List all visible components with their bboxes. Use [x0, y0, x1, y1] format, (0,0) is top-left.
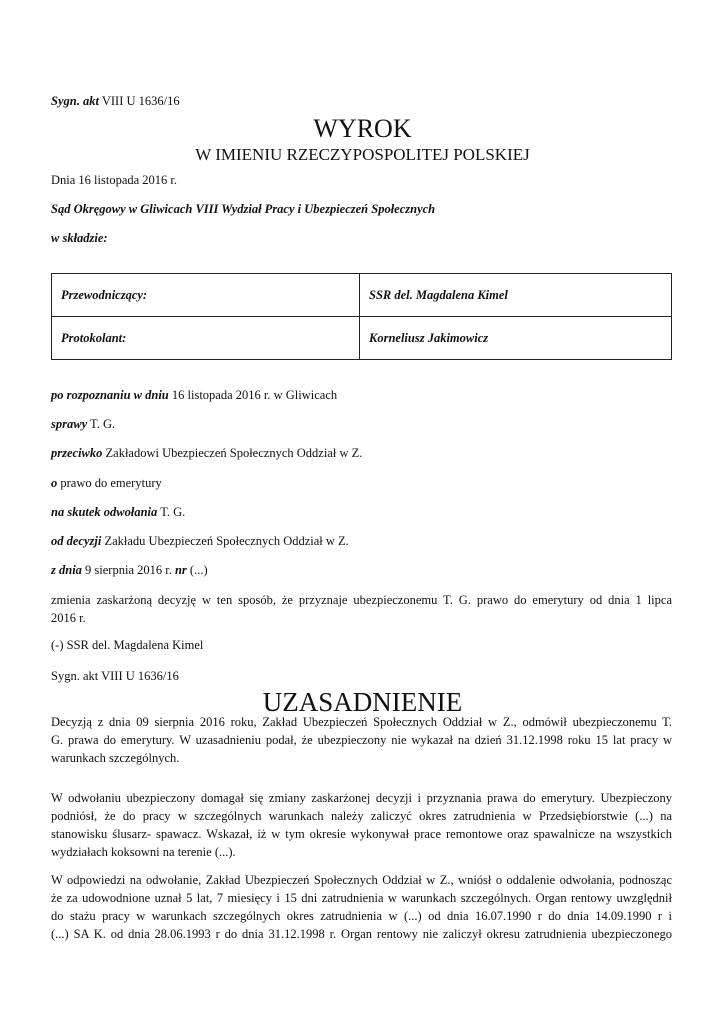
appeal-value: T. G.	[160, 505, 186, 519]
paragraph-line: Decyzją z dnia 09 sierpnia 2016 roku, Zakład Ubezpieczeń Społecznych Oddział w Z., odmówił ubezpieczonemu T.	[51, 715, 672, 729]
hearing-label: po rozpoznaniu w dniu	[51, 388, 169, 402]
justification-paragraph-1	[51, 713, 672, 767]
case-party-line	[51, 416, 115, 432]
appeal-line	[51, 504, 185, 520]
table-row	[52, 317, 672, 360]
case-number-repeat: Sygn. akt VIII U 1636/16	[51, 669, 179, 683]
hearing-line	[51, 387, 337, 403]
justification-paragraph-2	[51, 789, 672, 861]
case-number-value: VIII U 1636/16	[101, 94, 180, 108]
paragraph-line: stanowisku ślusarz- spawacz. Wskazał, iż w tym okresie wykonywał prace remontowe oraz spawalnicze na wszystkich	[51, 827, 672, 841]
case-number	[51, 93, 180, 109]
document-title: WYROK	[313, 114, 412, 143]
case-number-label: Sygn. akt	[51, 94, 99, 108]
court-name: Sąd Okręgowy w Gliwicach VIII Wydział Pracy i Ubezpieczeń Społecznych	[51, 202, 436, 216]
paragraph-line: W odpowiedzi na odwołanie, Zakład Ubezpieczeń Społecznych Oddział w Z., wniósł o oddalenie odwołania, podnosząc	[51, 873, 672, 887]
appeal-label: na skutek odwołania	[51, 505, 158, 519]
paragraph-line: wydziałach koksowni na terenie (...).	[51, 845, 236, 859]
paragraph-line: podniósł, że do pracy w szczególnych warunkach należy zaliczyć okres zatrudnienia w Przedsiębiorstwie (...) na	[51, 809, 672, 823]
table-row	[52, 274, 672, 317]
ruling-line: zmienia zaskarżoną decyzję w ten sposób, że przyznaje ubezpieczonemu T. G. prawo do emerytury od dnia 1 lipca	[51, 593, 672, 607]
decision-line	[51, 533, 349, 549]
composition-label: w składzie:	[51, 231, 108, 245]
document-subtitle: W IMIENIU RZECZYPOSPOLITEJ POLSKIEJ	[195, 145, 530, 164]
decision-number-label: nr	[174, 563, 187, 577]
clerk-name: Korneliusz Jakimowicz	[360, 317, 672, 360]
paragraph-line: że za udowodnione uznał 5 lat, 7 miesięcy i 15 dni zatrudnienia w warunkach szczególnych. Organ rentowy uwzględnił	[51, 891, 672, 905]
against-value: Zakładowi Ubezpieczeń Społecznych Oddział w Z.	[105, 446, 363, 460]
paragraph-line: W odwołaniu ubezpieczony domagał się zmiany zaskarżonej decyzji i przyznania prawa do emerytury. Ubezpieczony	[51, 791, 672, 805]
justification-title: UZASADNIENIE	[262, 687, 463, 717]
ruling-line: 2016 r.	[51, 611, 86, 625]
hearing-value: 16 listopada 2016 r. w Gliwicach	[171, 388, 338, 402]
paragraph-line: warunkach szczególnych.	[51, 751, 180, 765]
presiding-name: SSR del. Magdalena Kimel	[360, 274, 672, 317]
judgment-date: Dnia 16 listopada 2016 r.	[51, 173, 178, 187]
decision-date-label: z dnia	[51, 563, 82, 577]
decision-value: Zakładu Ubezpieczeń Społecznych Oddział w Z.	[104, 534, 349, 548]
case-party-value: T. G.	[90, 417, 116, 431]
paragraph-line: (...) SA K. od dnia 28.06.1993 r do dnia 31.12.1998 r. Organ rentowy nie zaliczył okresu zatrudnienia ubezpieczonego	[51, 927, 672, 941]
decision-date-value: 9 sierpnia 2016 r.	[85, 563, 172, 577]
subject-label: o	[51, 476, 58, 490]
decision-label: od decyzji	[51, 534, 102, 548]
subject-line	[51, 475, 162, 491]
paragraph-line: G. prawa do emerytury. W uzasadnieniu podał, że ubezpieczony nie wykazał na dzień 31.12.1998 roku 15 lat pracy w	[51, 733, 672, 747]
decision-date-line	[51, 562, 208, 578]
subject-value: prawo do emerytury	[60, 476, 162, 490]
signature: (-) SSR del. Magdalena Kimel	[51, 638, 204, 652]
decision-number-value: (...)	[189, 563, 208, 577]
case-party-label: sprawy	[51, 417, 88, 431]
clerk-role: Protokolant:	[52, 317, 360, 360]
paragraph-line: do stażu pracy w warunkach szczególnych okres zatrudnienia w (...) od dnia 16.07.1990 r do dnia 14.09.1990 r i	[51, 909, 672, 923]
court-panel-table	[51, 273, 672, 360]
justification-paragraph-3	[51, 871, 672, 943]
against-label: przeciwko	[51, 446, 103, 460]
ruling-text	[51, 591, 672, 627]
presiding-role: Przewodniczący:	[52, 274, 360, 317]
against-line	[51, 445, 362, 461]
